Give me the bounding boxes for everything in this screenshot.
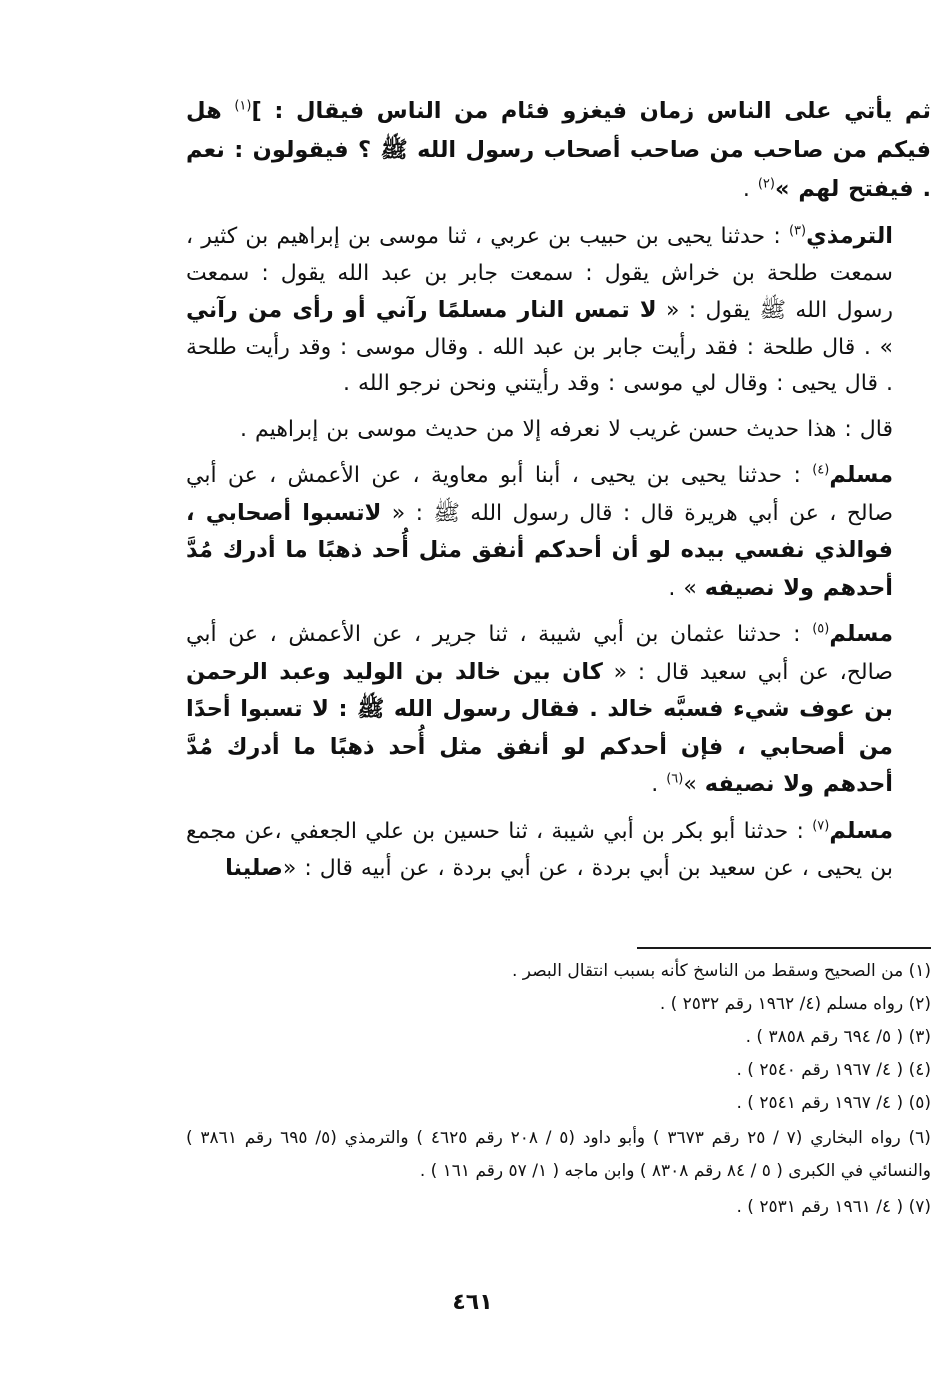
footnote-2: (٢) رواه مسلم (٤/ ١٩٦٢ رقم ٢٥٣٢ ) . xyxy=(659,994,931,1014)
bold-text: صلينا xyxy=(225,855,283,881)
footnote-marker: (٦) xyxy=(666,771,684,787)
text-run: . xyxy=(651,772,667,797)
footnote-marker: (٣) xyxy=(788,223,807,239)
footnote-4: (٤) ( ٤/ ١٩٦٧ رقم ٢٥٤٠ ) . xyxy=(736,1060,931,1080)
bold-text: لاتسبوا أصحابي ، فوالذي نفسي بيده لو أن أحدكم أنفق مثل أُحد ذهبًا ما أدرك مُدَّ أحدهم ولا نصيفه xyxy=(186,499,893,601)
footnote-marker: (١) xyxy=(234,98,252,114)
paragraph-1 xyxy=(186,92,931,209)
footnote-3: (٣) ( ٥/ ٦٩٤ رقم ٣٨٥٨ ) . xyxy=(745,1027,931,1047)
bold-text: ثم يأتي على الناس زمان فيغزو فئام من الناس فيقال : ] xyxy=(251,98,931,124)
main-text xyxy=(186,92,931,888)
paragraph-3 xyxy=(186,412,931,449)
paragraph-2 xyxy=(186,218,931,403)
bold-text: مسلم xyxy=(829,817,893,844)
paragraph-5 xyxy=(186,616,931,804)
paragraph-4 xyxy=(186,457,931,607)
bold-text: لا تمس النار مسلمًا رآني أو رأى من رآني xyxy=(186,297,657,323)
bold-text: الترمذي xyxy=(806,223,893,249)
footnotes xyxy=(186,957,931,1226)
footnote-7: (٧) ( ٤/ ١٩٦١ رقم ٢٥٣١ ) . xyxy=(736,1197,931,1217)
text-run: : حدثنا أبو بكر بن أبي شيبة ، ثنا حسين بن علي الجعفي ،عن مجمع بن يحيى ، عن سعيد بن أبي بردة ، عن أبي بردة ، عن أبيه قال : « xyxy=(186,818,893,881)
footnote-marker: (٢) xyxy=(757,176,775,192)
bold-text: كان بين خالد بن الوليد وعبد الرحمن بن عوف شيء فسبَّه خالد . فقال رسول الله ﷺ : لا تسبوا أحدًا من أصحابي ، فإن أحدكم لو أنفق مثل أُحد ذهبًا ما أدرك مُدَّ أحدهم ولا نصيفه xyxy=(186,658,893,797)
paragraph-6 xyxy=(186,813,931,888)
bold-text: مسلم xyxy=(829,462,893,488)
text-run: قال : هذا حديث حسن غريب لا نعرفه إلا من حديث موسى بن إبراهيم . xyxy=(240,416,893,442)
text-run: : حدثنا عثمان بن أبي شيبة ، ثنا جرير ، عن الأعمش ، عن أبي صالح، عن أبي سعيد قال : « xyxy=(186,622,893,685)
text-run: » . قال طلحة : فقد رأيت جابر بن عبد الله . وقال موسى : وقد رأيت طلحة . قال يحيى : وقال لي موسى : وقد رأيتني ونحن نرجو الله . xyxy=(186,334,893,396)
text-run: » . xyxy=(668,575,705,601)
text-run: » xyxy=(683,772,705,797)
text-run: : حدثنا يحيى بن حبيب بن عربي ، ثنا موسى بن إبراهيم بن كثير ، سمعت طلحة بن خراش يقول : سمعت جابر بن عبد الله يقول : سمعت رسول الله ﷺ يقول : « xyxy=(186,224,894,323)
footnote-marker: (٤) xyxy=(812,462,830,478)
page-number: ٤٦١ xyxy=(452,1290,493,1315)
footnote-marker: (٧) xyxy=(812,818,830,834)
bold-text: مسلم xyxy=(829,621,893,647)
footnote-5: (٥) ( ٤/ ١٩٦٧ رقم ٢٥٤١ ) . xyxy=(736,1093,931,1113)
footnote-6: (٦) رواه البخاري (٧ / ٢٥ رقم ٣٦٧٣ ) وأبو داود (٥ / ٢٠٨ رقم ٤٦٢٥ ) والترمذي (٥/ ٦٩٥ رقم ٣٨٦١ ) والنسائي في الكبرى ( ٥ / ٨٤ رقم ٨٣٠٨ ) وابن ماجه ( ١/ ٥٧ رقم ١٦١ ) . xyxy=(186,1128,931,1181)
footnote-separator xyxy=(637,947,931,949)
text-run: . xyxy=(742,177,758,202)
footnote-1: (١) من الصحيح وسقط من الناسخ كأنه بسبب انتقال البصر . xyxy=(512,961,931,981)
bold-text: هل فيكم من صاحب من صاحب أصحاب رسول الله ﷺ ؟ فيقولون : نعم . فيفتح لهم » xyxy=(186,98,931,202)
text-run: : حدثنا يحيى بن يحيى ، أبنا أبو معاوية ، عن الأعمش ، عن أبي صالح ، عن أبي هريرة قال : قال رسول الله ﷺ : « xyxy=(186,463,894,526)
footnote-marker: (٥) xyxy=(812,621,830,637)
